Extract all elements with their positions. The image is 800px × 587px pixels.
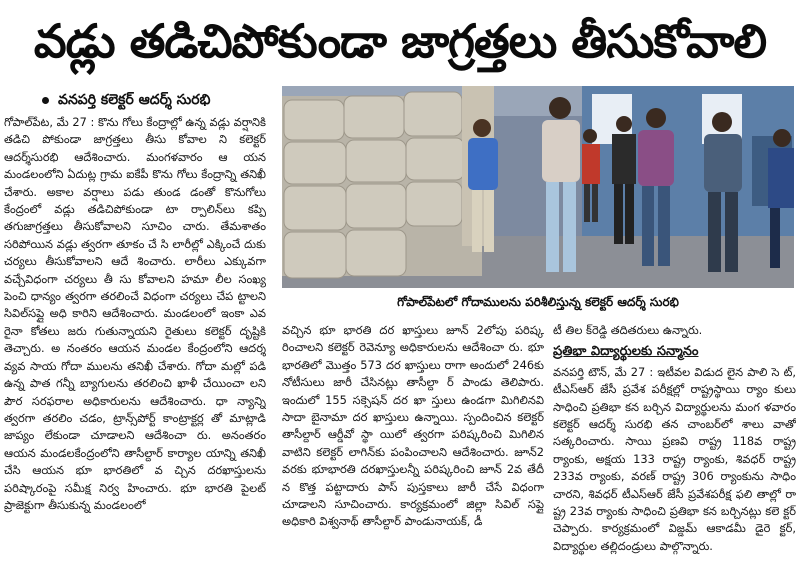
warehouse-inspection-photo [282, 86, 794, 288]
article-column-2: వచ్చిన భూ భారతి దర ఖాస్తులు జూన్ 2లోపు పరిష్క రించాలని కలెక్టర్ రెవెన్యూ అధికారులను ఆదేశించా రు. భూ భారతిలో మొత్తం 573 దర ఖాస్తులు రాగా అందులో 246కు నోటీసులు జారీ చేసినట్లు తాసీల్దా ర్ పాండు తెలిపారు. ఇందులో 155 సక్సెషన్ దర ఖా స్తులు ఉండగా మిగిలినవి సాదా బైనామా దర ఖాస్తులు ఉన్నాయి. స్పందించిన కలెక్టర్ తాసీల్దార్ ఆర్డీవో స్థా యిలో త్వరగా పరిష్కరించి మిగిలిన వాటిని కలెక్టర్ లాగిన్‌కు పంపించాలని ఆదేశించారు. జూన్2 వరకు భూభారతి దరఖాస్తులన్నీ పరిష్కరించి జూన్ 2వ తేదీ న కొత్త పట్టాదారు పాస్ పుస్తకాలు జారీ చేసే విధంగా చూడాలని సూచించారు. కార్యక్రమంలో జిల్లా సివిల్ సప్లై అధికారి విశ్వనాథ్ తాసీల్దార్ పాండునాయక్, డీ [282, 323, 544, 529]
article-column-1: గోపాల్‌పేట, మే 27 : కొను గోలు కేంద్రాల్లో ఉన్న వడ్లు వర్షానికి తడిచి పోకుండా జాగ్రత్తలు తీసు కోవాల ని కలెక్టర్ ఆదర్శ్‌సురభి ఆదేశించారు. మంగళవారం ఆ యన మండలంలోని ఏదుట్ల గ్రామ ఐకేపీ కొను గోలు కేంద్రాన్ని తనిఖీ చేశారు. అకాల వర్షాలు పడు తుండ డంతో కొనుగోలు కేంద్రంలో వడ్లు తడిచిపోకుండా టా ర్పాలిన్‌లు కప్పి తగుజాగ్రత్తలు తీసుకోవాలని సూచిం చారు. తేమశాతం సరిపోయిన వడ్లు త్వరగా తూకం చే సి లారీల్లో ఎక్కించే దుకు చర్యలు తీసుకోవాలని ఆదే శించారు. లారీలు ఎక్కువగా వచ్చేవిధంగా చర్యలు తీ సు కోవాలని హమా లీల సంఖ్య పెంచి ధాన్యం త్వరగా తరలించే విధంగా చర్యలు చేప ట్టాలని సివిల్‌సప్లై అధి కారిని ఆదేశించారు. మండలంలో ఇంకా ఎవ రైనా కోతలు జరు గుతున్నాయని రైతులు కలెక్టర్ దృష్టికి తెచ్చారు. అ నంతరం ఆయన మండల కేంద్రంలోని ఆదర్శ వ్యవ సాయ గోదా ములను తనిఖీ చేశారు. గోదా మల్లో పడి ఉన్న పాత గన్నీ బ్యాగులను తరలించి ఖాళీ చేయించా లని పౌర సరఫరాల అధికారులను ఆదేశించారు. ధా న్యాన్ని త్వరగా తరలిం చడం, ట్రాన్స్‌పోర్ట్ కాంట్రాక్టర్ల తో మాట్లాడి జాప్యం లేకుండా చూడాలని ఆదేశించా రు. అనంతరం ఆయన మండలకేంద్రంలోని తాసీల్దార్ కార్యాల యాన్ని తనిఖీ చేసి ఆయన భూ భారతిలో వ చ్చిన దరఖాస్తులను పరిష్కారంపై సమీక్ష నిర్వ హించారు. భూ భారతి పైలట్ ప్రాజెక్టుగా తీసుకున్న మండలంలో [4, 115, 266, 512]
bullet-icon [42, 97, 49, 104]
photo-caption: గోపాల్‌పేటలో గోదాములను పరిశీలిస్తున్న కలెక్టర్ ఆదర్శ్ సురభి [397, 295, 679, 309]
article-column-3 [553, 322, 796, 584]
sub-headline: ప్రతిభా విద్యార్థులకు సన్మానం [553, 344, 699, 360]
column3-body-text: వనపర్తి టౌన్, మే 27 : ఇటీవల విడుద లైన పాలి సె ట్, టీఎస్‌ఆర్ జేసీ ప్రవేశ పరీక్షల్లో రాష్ట్రస్థాయి ర్యాం కులు సాధించి ప్రతిభా కన బర్చిన విద్యార్థులను మంగ ళవారం కలెక్టర్ ఆదర్శ్ సురభి తన చాంబర్‌లో శాలు వాతో సత్కరించారు. సాయి ప్రణవి రాష్ట్ర 118వ రాష్ట్ర ర్యాంకు, అక్షయ 133 రాష్ట్ర ర్యాంకు, శివధర్ రాష్ట్ర 233వ ర్యాంకు, వరణ్ రాష్ట్ర 306 ర్యాంకును సాధిం చారని, శివధర్ టీఎస్‌ఆర్ జేసీ ప్రవేశపరీక్ష ఫలి తాల్లో రా ష్ట్ర 23వ ర్యాంకు సాధించి ప్రతిభా కన బర్చినట్లు కలె క్టర్ చెప్పారు. కార్యక్రమంలో విజ్డమ్ ఆకాడమీ డైరె క్టర్, విద్యార్థుల తల్లిదండ్రులు పాల్గొన్నారు. [553, 364, 796, 553]
news-photo [282, 86, 794, 288]
byline [42, 90, 210, 110]
headline: వడ్లు తడిచిపోకుండా జాగ్రత్తలు తీసుకోవాలి [33, 14, 767, 68]
byline-text: వనపర్తి కలెక్టర్ ఆదర్శ్ సురభి [58, 92, 211, 108]
column3-top-text: టీ తిల క్‌రెడ్డి తదితరులు ఉన్నారు. [553, 323, 703, 337]
